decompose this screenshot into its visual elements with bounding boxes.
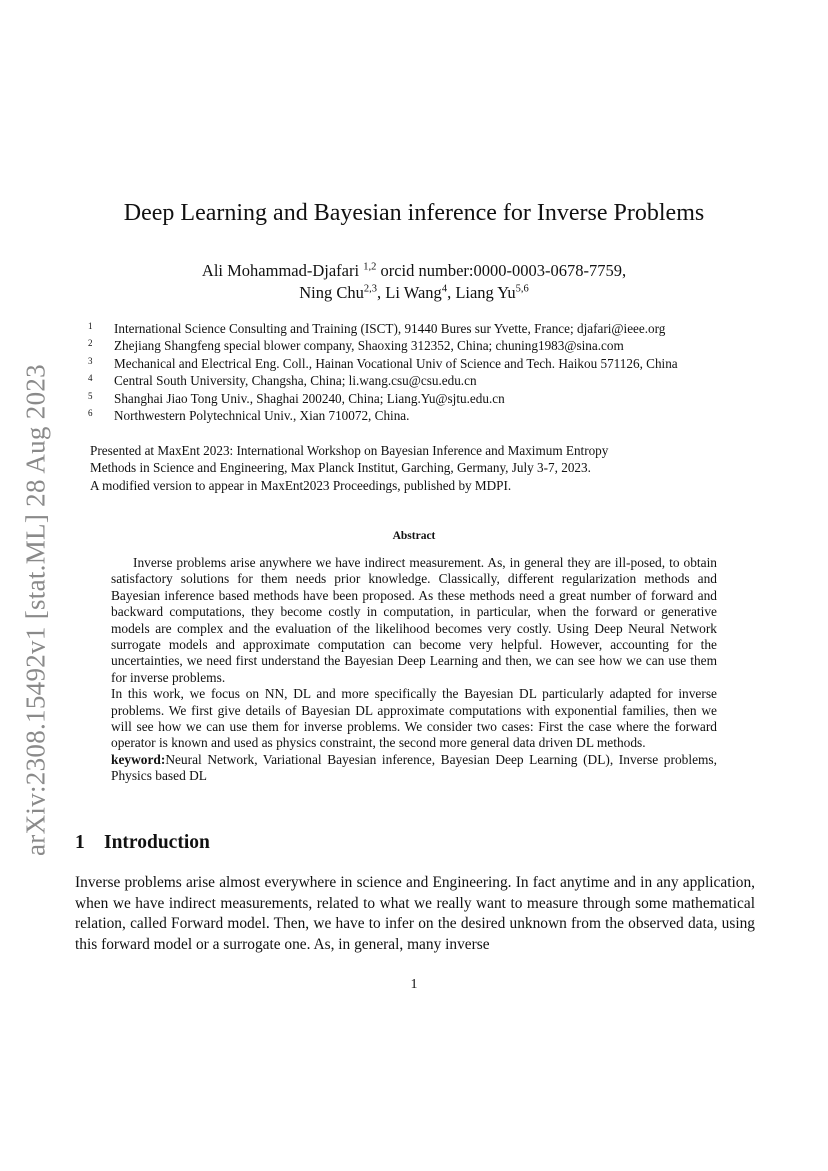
section-heading	[75, 832, 210, 854]
author-name: , Liang Yu	[447, 283, 516, 302]
paper-title: Deep Learning and Bayesian inference for Inverse Problems	[123, 200, 705, 226]
affiliation-item	[88, 372, 768, 389]
abstract-heading: Abstract	[392, 530, 436, 542]
affiliation-text: Central South University, Changsha, China; li.wang.csu@csu.edu.cn	[114, 373, 477, 389]
keywords	[111, 752, 717, 785]
affiliation-item	[88, 407, 768, 424]
introduction-body	[75, 873, 755, 955]
affiliation-number: 6	[88, 408, 93, 419]
author-affiliation-mark: 5,6	[515, 283, 529, 295]
presentation-line: A modified version to appear in MaxEnt2023 Proceedings, published by MDPI.	[90, 477, 512, 493]
affiliation-number: 4	[88, 373, 93, 384]
abstract-paragraph: Inverse problems arise anywhere we have indirect measurement. As, in general they are ill-posed, to obtain satisfactory solutions for them needs prior knowledge. Classically, different regularization methods and Bayesian inference based methods have been proposed. As these methods need a great number of forward and backward computations, they become costly in computation, in particular, when the forward or generative models are complex and the evaluation of the likelihood becomes very costly. Using Deep Neural Network surrogate models and approximate computation can become very helpful. However, accounting for the uncertainties, we need first understand the Bayesian Deep Learning and then, we can see how we can use them for inverse problems.	[111, 555, 717, 685]
abstract-paragraph: In this work, we focus on NN, DL and more specifically the Bayesian DL particularly adapted for inverse problems. We first give details of Bayesian DL approximate computations with exponential families, then we will see how we can use them for inverse problems. We consider two cases: First the case where the forward operator is known and used as physics constraint, the second more general data driven DL methods.	[111, 686, 717, 751]
affiliation-item	[88, 337, 768, 354]
orcid-text: orcid number:0000-0003-0678-7759,	[376, 261, 627, 280]
author-line-2	[0, 282, 828, 304]
author-line-1	[0, 260, 828, 282]
affiliation-text: Shanghai Jiao Tong Univ., Shaghai 200240, China; Liang.Yu@sjtu.edu.cn	[114, 390, 505, 406]
author-affiliation-mark: 2,3	[363, 283, 377, 295]
affiliation-text: Zhejiang Shangfeng special blower company, Shaoxing 312352, China; chuning1983@sina.com	[114, 338, 624, 354]
affiliation-number: 3	[88, 355, 93, 366]
page-number: 1	[410, 977, 418, 992]
affiliation-text: Mechanical and Electrical Eng. Coll., Hainan Vocational Univ of Science and Tech. Haikou 571126, China	[114, 355, 678, 371]
affiliation-number: 5	[88, 390, 93, 401]
affiliation-item	[88, 390, 768, 407]
author-list	[0, 260, 828, 304]
affiliation-number: 2	[88, 338, 93, 349]
author-name: Ali Mohammad-Djafari	[201, 261, 364, 280]
author-name: , Li Wang	[376, 283, 442, 302]
author-affiliation-mark: 4	[441, 283, 448, 295]
keywords-text: Neural Network, Variational Bayesian inference, Bayesian Deep Learning (DL), Inverse problems, Physics based DL	[111, 751, 717, 784]
introduction-paragraph: Inverse problems arise almost everywhere in science and Engineering. In fact anytime and in any application, when we have indirect measurements, related to what we really want to measure through some mathematical relation, called Forward model. Then, we have to infer on the desired unknown from the observed data, using this forward model or a surrogate one. As, in general, many inverse	[75, 874, 755, 953]
affiliation-number: 1	[88, 321, 93, 331]
section-number: 1	[75, 832, 85, 853]
affiliation-item	[88, 320, 768, 337]
author-name: Ning Chu	[299, 283, 364, 302]
presentation-line: Methods in Science and Engineering, Max Planck Institut, Garching, Germany, July 3-7, 2023.	[90, 460, 591, 476]
affiliation-item	[88, 355, 768, 372]
abstract-body	[111, 555, 717, 785]
affiliation-text: International Science Consulting and Training (ISCT), 91440 Bures sur Yvette, France; djafari@ieee.org	[114, 321, 666, 336]
affiliation-text: Northwestern Polytechnical Univ., Xian 710072, China.	[114, 408, 410, 424]
author-affiliation-mark: 1,2	[363, 261, 377, 273]
arxiv-identifier-stamp: arXiv:2308.15492v1 [stat.ML] 28 Aug 2023	[20, 364, 51, 856]
presentation-note	[90, 442, 740, 494]
section-title: Introduction	[104, 832, 210, 853]
affiliation-list	[88, 320, 768, 424]
presentation-line: Presented at MaxEnt 2023: International Workshop on Bayesian Inference and Maximum Entropy	[90, 443, 609, 458]
keywords-label: keyword:	[111, 751, 166, 767]
